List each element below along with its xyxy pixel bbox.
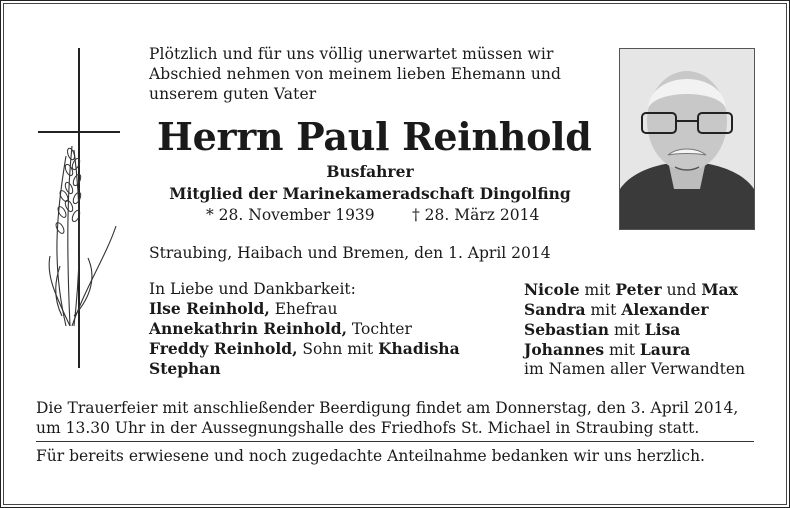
death-date: † 28. März 2014 — [412, 206, 540, 224]
connector: mit — [585, 301, 622, 319]
membership: Mitglied der Marinekameradschaft Dingolfing — [169, 184, 571, 203]
mourner-name: Peter — [615, 280, 662, 299]
mourner-name: Nicole — [524, 280, 580, 299]
mourner-name: Johannes — [524, 340, 605, 359]
mourner-name: Khadisha — [378, 339, 460, 358]
cross-with-wheat-icon — [36, 46, 126, 372]
mourner-name: Laura — [639, 340, 691, 359]
occupation: Busfahrer — [326, 162, 414, 181]
place-date: Straubing, Haibach und Bremen, den 1. April 2014 — [149, 244, 551, 262]
thanks-text: Für bereits erwiesene und noch zugedachte Anteilnahme bedanken wir uns herzlich. — [36, 447, 705, 465]
funeral-line-1: Die Trauerfeier mit anschließender Beerdigung findet am Donnerstag, den 3. April 2014, — [36, 399, 739, 417]
mourner-relation: Tochter — [347, 320, 412, 338]
mourner-relation: Ehefrau — [269, 300, 338, 318]
mourner-name: Ilse Reinhold, — [149, 299, 270, 318]
deceased-name: Herrn Paul Reinhold — [157, 114, 592, 159]
connector: mit — [604, 341, 640, 359]
mourner-relation: Sohn mit — [297, 340, 379, 358]
connector: mit — [609, 321, 645, 339]
divider — [36, 441, 754, 442]
portrait-photo — [619, 48, 755, 230]
intro-line-3: unserem guten Vater — [149, 85, 317, 103]
mourners-left — [149, 280, 460, 379]
mourners-right — [524, 280, 745, 379]
intro-text — [149, 44, 561, 104]
mourner-name: Annekathrin Reinhold, — [149, 319, 347, 338]
mourner-right-line-1 — [524, 280, 745, 300]
mourner-right-line-3 — [524, 320, 745, 340]
mourner-right-line-2 — [524, 300, 745, 320]
mourner-line-4 — [149, 359, 460, 379]
mourner-right-line-4 — [524, 340, 745, 360]
birth-date: * 28. November 1939 — [206, 206, 375, 224]
mourner-line-1 — [149, 299, 460, 319]
mourner-line-3 — [149, 339, 460, 359]
mourner-name: Lisa — [644, 320, 681, 339]
funeral-info — [36, 398, 738, 438]
mourner-name: Freddy Reinhold, — [149, 339, 298, 358]
mourner-name: Sebastian — [524, 320, 610, 339]
mourner-name: Stephan — [149, 359, 221, 378]
mourner-name: Alexander — [621, 300, 709, 319]
connector: und — [661, 281, 702, 299]
mourner-line-2 — [149, 319, 460, 339]
mourner-name: Sandra — [524, 300, 586, 319]
intro-line-1: Plötzlich und für uns völlig unerwartet müssen wir — [149, 45, 554, 63]
intro-line-2: Abschied nehmen von meinem lieben Ehemann und — [149, 65, 562, 83]
portrait-silhouette — [620, 49, 754, 229]
mourner-name: Max — [701, 280, 738, 299]
mourner-right-line-5: im Namen aller Verwandten — [524, 360, 745, 378]
funeral-line-2: um 13.30 Uhr in der Aussegnungshalle des Friedhofs St. Michael in Straubing statt. — [36, 419, 700, 437]
connector: mit — [579, 281, 616, 299]
mourners-heading: In Liebe und Dankbarkeit: — [149, 280, 356, 298]
